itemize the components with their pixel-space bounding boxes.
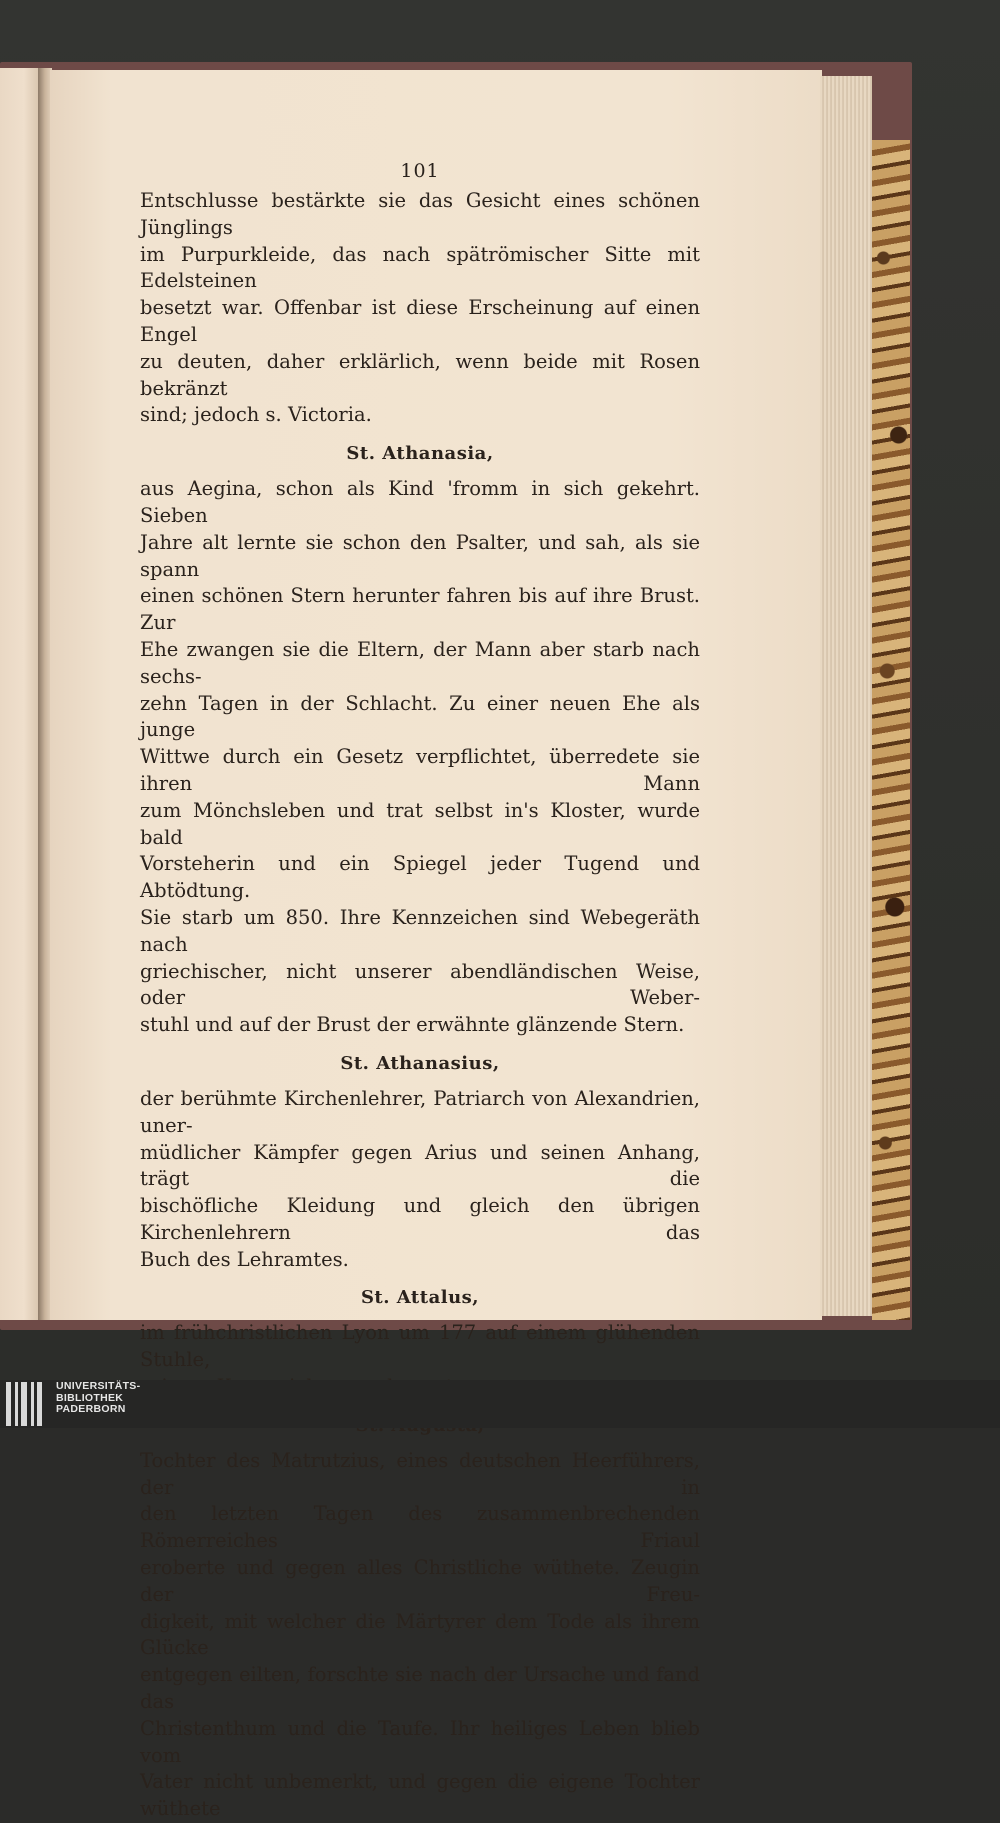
section-heading-athanasia: St. Athanasia, xyxy=(346,443,494,465)
text-line: Jahre alt lernte sie schon den Psalter, und sah, als sie spann xyxy=(140,530,700,581)
paragraph-athanasius xyxy=(140,1086,700,1274)
text-line: sind; jedoch s. Victoria. xyxy=(140,403,372,427)
text-line: Vorsteherin und ein Spiegel jeder Tugend und Abtödtung. xyxy=(140,852,700,903)
text-line: im frühchristlichen Lyon um 177 auf einem glühenden Stuhle, xyxy=(140,1321,700,1372)
logo-line: UNIVERSITÄTS- xyxy=(56,1380,141,1392)
text-line: Buch des Lehramtes. xyxy=(140,1247,349,1271)
footer-bar xyxy=(0,1380,1000,1428)
text-line: griechischer, nicht unserer abendländischen Weise, oder Weber- xyxy=(140,959,700,1010)
paragraph-intro xyxy=(140,188,700,429)
text-line: zehn Tagen in der Schlacht. Zu einer neuen Ehe als junge xyxy=(140,691,700,742)
library-logo-text xyxy=(56,1381,140,1416)
text-line: müdlicher Kämpfer gegen Arius und seinen Anhang, trägt die xyxy=(140,1140,700,1191)
text-line: einen schönen Stern herunter fahren bis auf ihre Brust. Zur xyxy=(140,584,700,635)
text-line: den letzten Tagen des zusammenbrechenden Römerreiches Friaul xyxy=(140,1502,700,1553)
marbled-edge xyxy=(872,140,910,1320)
section-heading-attalus: St. Attalus, xyxy=(360,1287,480,1309)
page-edges xyxy=(820,76,872,1316)
text-line: besetzt war. Offenbar ist diese Erscheinung auf einen Engel xyxy=(140,296,700,346)
paragraph-augusta xyxy=(140,1448,700,1823)
text-line: Christenthum und die Taufe. Ihr heiliges Leben blieb vom xyxy=(140,1716,700,1767)
text-line: stuhl und auf der Brust der erwähnte glänzende Stern. xyxy=(140,1013,685,1037)
logo-line: BIBLIOTHEK xyxy=(56,1391,124,1404)
section-heading-athanasius: St. Athanasius, xyxy=(340,1052,500,1074)
text-line: zum Mönchsleben und trat selbst in's Kloster, wurde bald xyxy=(140,798,700,849)
logo-line: PADERBORN xyxy=(56,1403,126,1415)
text-line: bischöfliche Kleidung und gleich den übrigen Kirchenlehrern das xyxy=(140,1194,700,1244)
text-line: Vater nicht unbemerkt, und gegen die eigene Tochter wüthete xyxy=(140,1770,700,1821)
text-line: eroberte und gegen alles Christliche wüthete. Zeugin der Freu- xyxy=(140,1556,700,1606)
text-line: Wittwe durch ein Gesetz verpflichtet, überredete sie ihren Mann xyxy=(140,745,700,795)
text-line: Sie starb um 850. Ihre Kennzeichen sind Webegeräth nach xyxy=(140,905,700,956)
page-number: 101 xyxy=(400,160,440,182)
page-content xyxy=(140,160,700,1823)
text-line: der berühmte Kirchenlehrer, Patriarch von Alexandrien, uner- xyxy=(140,1086,700,1137)
text-line: Tochter des Matrutzius, eines deutschen Heerführers, der in xyxy=(140,1448,700,1499)
text-line: im Purpurkleide, das nach spätrömischer Sitte mit Edelsteinen xyxy=(140,242,700,293)
paragraph-athanasia xyxy=(140,476,700,1039)
text-line: Ehe zwangen sie die Eltern, der Mann aber starb nach sechs- xyxy=(140,637,700,688)
text-line: digkeit, mit welcher die Märtyrer dem Tode als ihrem Glücke xyxy=(140,1609,700,1660)
library-logo-icon xyxy=(6,1382,52,1426)
left-page xyxy=(0,68,40,1320)
text-line: entgegen eilten, forschte sie nach der Ursache und fand das xyxy=(140,1663,700,1714)
text-line: Entschlusse bestärkte sie das Gesicht eines schönen Jünglings xyxy=(140,189,700,239)
text-line: zu deuten, daher erklärlich, wenn beide mit Rosen bekränzt xyxy=(140,349,700,400)
text-line: aus Aegina, schon als Kind 'fromm in sich gekehrt. Sieben xyxy=(140,477,700,527)
